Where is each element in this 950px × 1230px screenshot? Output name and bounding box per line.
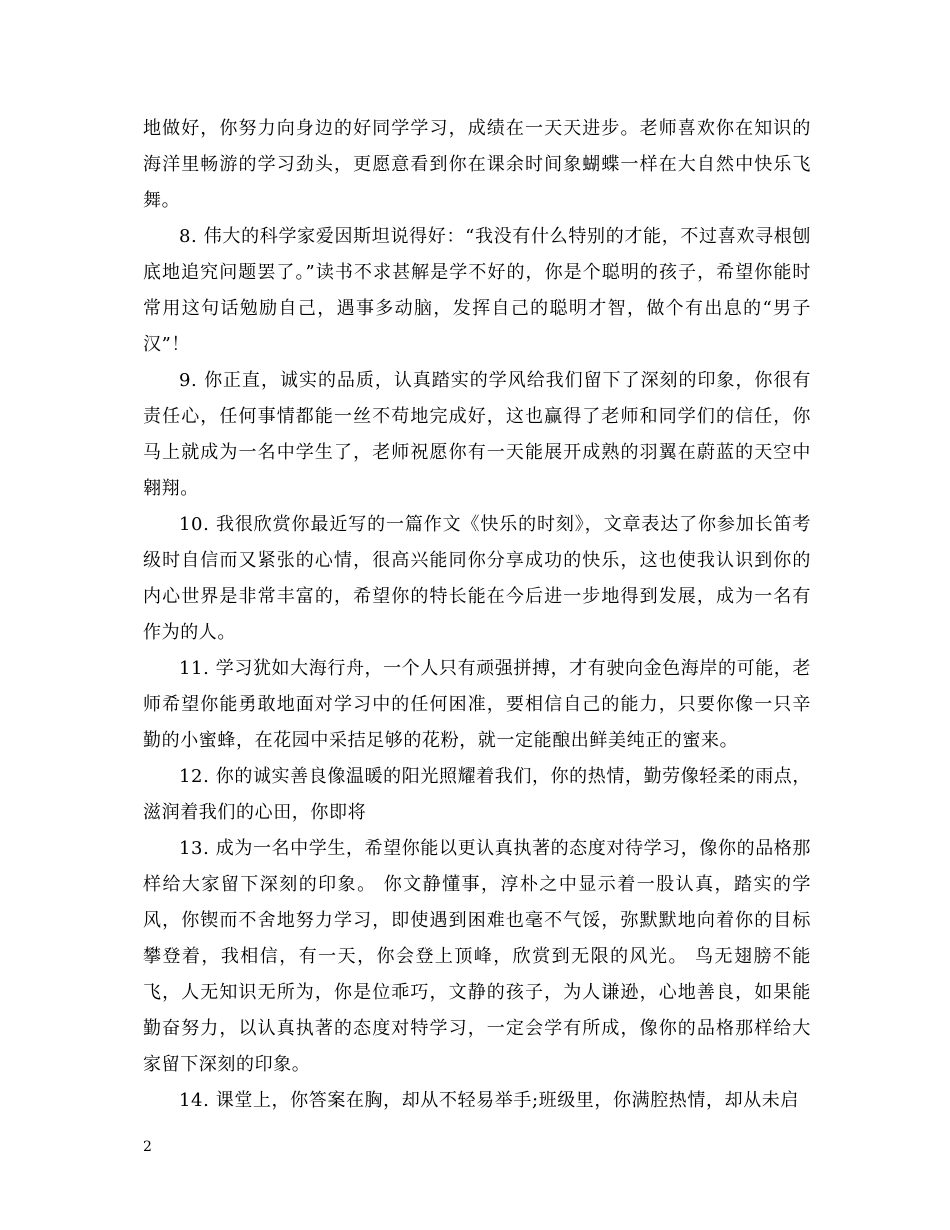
paragraph-item-8: 8. 伟大的科学家爱因斯坦说得好：“我没有什么特别的才能，不过喜欢寻根刨底地追究问题罢了。”读书不求甚解是学不好的，你是个聪明的孩子，希望你能时常用这句话勉励自己，遇事多动脑，发挥自己的聪明才智，做个有出息的“男子汉”！ [143, 226, 811, 355]
paragraph-item-11: 11. 学习犹如大海行舟，一个人只有顽强拼搏，才有驶向金色海岸的可能，老师希望你能勇敢地面对学习中的任何困准，要相信自己的能力，只要你像一只辛勤的小蜜蜂，在花园中采拮足够的花粉，就一定能酿出鲜美纯正的蜜来。 [143, 658, 811, 751]
paragraph-item-9: 9. 你正直，诚实的品质，认真踏实的学风给我们留下了深刻的印象，你很有责任心，任何事情都能一丝不苟地完成好，这也赢得了老师和同学们的信任，你马上就成为一名中学生了，老师祝愿你有一天能展开成熟的羽翼在蔚蓝的天空中翱翔。 [143, 370, 811, 499]
page-number: 2 [143, 1139, 152, 1155]
paragraph-item-12: 12. 你的诚实善良像温暖的阳光照耀着我们，你的热情，勤劳像轻柔的雨点，滋润着我们的心田，你即将 [143, 766, 811, 823]
paragraph-item-14: 14. 课堂上，你答案在胸，却从不轻易举手;班级里，你满腔热情，却从未启 [179, 1090, 800, 1111]
paragraph-item-10: 10. 我很欣赏你最近写的一篇作文《快乐的时刻》，文章表达了你参加长笛考级时自信而又紧张的心情，很高兴能同你分享成功的快乐，这也使我认识到你的内心世界是非常丰富的，希望你的特长能在今后进一步地得到发展，成为一名有作为的人。 [143, 514, 811, 643]
paragraph-item-13: 13. 成为一名中学生，希望你能以更认真执著的态度对待学习，像你的品格那样给大家留下深刻的印象。 你文静懂事，淳朴之中显示着一股认真，踏实的学风，你锲而不舍地努力学习，即使遇到困难也毫不气馁，弥默默地向着你的目标攀登着，我相信，有一天，你会登上顶峰，欣赏到无限的风光。 鸟无翅膀不能飞，人无知识无所为，你是位乖巧，文静的孩子，为人谦逊，心地善良，如果能勤奋努力，以认真执著的态度对特学习，一定会学有所成，像你的品格那样给大家留下深刻的印象。 [143, 838, 811, 1075]
paragraph-continuation: 地做好，你努力向身边的好同学学习，成绩在一天天进步。老师喜欢你在知识的海洋里畅游的学习劲头，更愿意看到你在课余时间象蝴蝶一样在大自然中快乐飞舞。 [143, 118, 811, 211]
document-body [143, 111, 811, 1119]
